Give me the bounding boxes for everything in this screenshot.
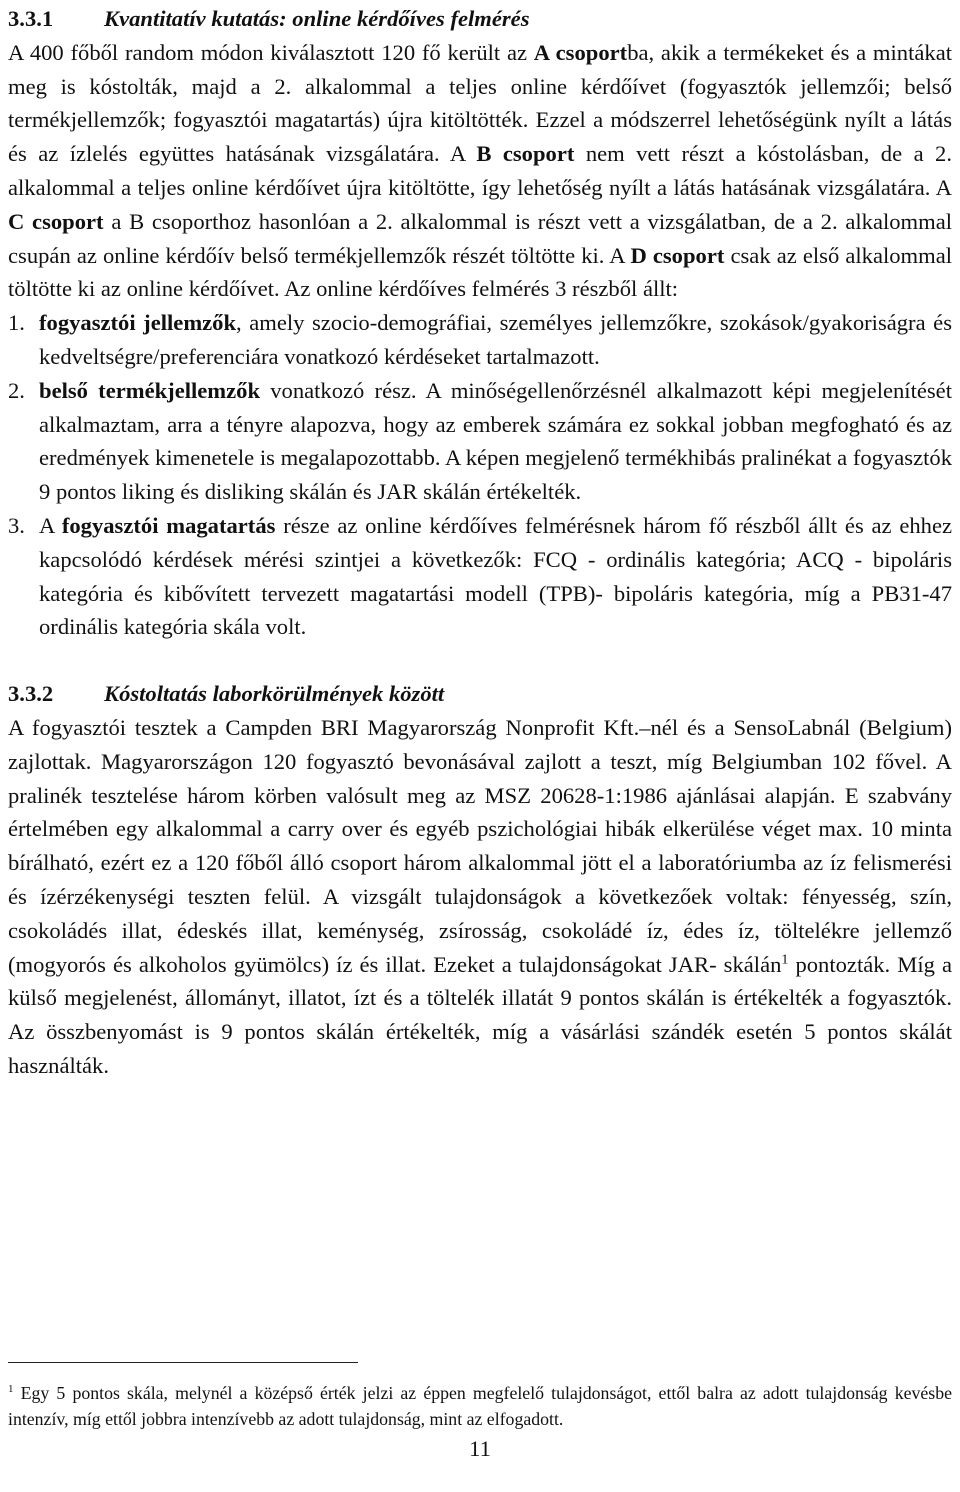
list-item-term: fogyasztói jellemzők — [39, 310, 237, 336]
list-item — [8, 306, 952, 374]
text-run: csak az első alkalommal töltötte ki az online kérdőívet. Az online kérdőíves felmérés 3 részből állt: — [8, 242, 953, 302]
list-item-text: fogyasztói jellemzők, amely szocio-demográfiai, személyes jellemzőkre, szokások/gyakoriságra és kedveltségre/preferenciára vonatkozó kérdéseket tartalmazott. — [39, 310, 952, 369]
group-c-label: C csoport — [8, 208, 104, 234]
section-title: Kvantitatív kutatás: online kérdőíves felmérés — [104, 6, 530, 31]
footnote-text: Egy 5 pontos skála, melynél a középső érték jelzi az éppen megfelelő tulajdonságot, ettől balra az adott tulajdonság kevésbe intenzív, míg ettől jobbra intenzívebb az adott tulajdonság, mint az elfogadott. — [8, 1382, 952, 1430]
section-heading-3-3-2 — [8, 677, 952, 711]
section-heading-3-3-1 — [8, 2, 952, 36]
list-item-term: fogyasztói magatartás — [61, 512, 276, 538]
text-run: pontozták. Míg a külső megjelenést, állományt, illatot, ízt és a töltelék illatát 9 pontos skálán is értékelték a fogyasztók. Az összbenyomást is 9 pontos skálán értékelték, míg a vásárlási szándék esetén 5 pontos skálát használták. — [8, 951, 952, 1078]
list-item — [8, 374, 952, 509]
tasting-paragraph — [8, 711, 952, 1083]
group-d-label: D csoport — [630, 242, 725, 268]
intro-paragraph — [8, 36, 952, 306]
group-a-label: A csoport — [533, 39, 628, 65]
section-number: 3.3.2 — [8, 681, 54, 707]
list-item-text: A fogyasztói magatartás része az online kérdőíves felmérésnek három fő részből állt és az ehhez kapcsolódó kérdések mérési szintjei a következők: FCQ - ordinális kategória; ACQ - bipoláris kategória és kibővített tervezett magatartási modell (TPB)- bipoláris kategória, míg a PB31-47 ordinális kategória skála volt. — [39, 512, 953, 640]
section-number: 3.3.1 — [8, 6, 54, 31]
footnote — [8, 1376, 952, 1433]
text-run: a B csoporthoz hasonlóan a 2. alkalommal is részt vett a vizsgálatban, de a 2. alkalommal csupán az online kérdőív belső termékjellemzők részét töltötte ki. A — [8, 208, 952, 268]
list-item-number: 3. — [8, 512, 25, 538]
footnote-reference[interactable]: 1 — [781, 951, 789, 967]
list-item — [8, 509, 952, 644]
section-title: Kóstoltatás laborkörülmények között — [104, 681, 445, 707]
list-item-number: 1. — [8, 310, 25, 336]
list-item-term: belső termékjellemzők — [39, 377, 261, 403]
page-number: 11 — [469, 1436, 491, 1461]
text-run: A fogyasztói tesztek a Campden BRI Magyarország Nonprofit Kft.–nél és a SensoLabnál (Belgium) zajlottak. Magyarországon 120 fogyasztó bevonásával zajlott a teszt, míg Belgiumban 102 fővel. A pralinék tesztelése három körben valósult meg az MSZ 20628-1:1986 ajánlásai alapján. E szabvány értelmében egy alkalommal a carry over és egyéb pszichológiai hibák elkerülése véget max. 10 minta bírálható, ezért ez a 120 főből álló csoport három alkalommal jött el a laboratóriumba az íz felismerési és ízérzékenységi teszten felül. A vizsgált tulajdonságok a következőek voltak: fényesség, szín, csokoládés illat, édeskés illat, keménység, zsírosság, csokoládé íz, édes íz, töltelékre jellemző (mogyorós és alkoholos gyümölcs) íz és illat. Ezeket a tulajdonságokat JAR- skálán — [8, 714, 952, 977]
footnote-divider — [8, 1362, 358, 1363]
text-run: A 400 főből random módon kiválasztott 120 fő került az — [8, 39, 534, 65]
text-run: nem vett részt a kóstolásban, de a 2. alkalommal a teljes online kérdőívet újra kitöltötte, így lehetőség nyílt a látás hatásának vizsgálatára. A — [8, 141, 952, 200]
group-b-label: B csoport — [476, 141, 575, 167]
list-item-number: 2. — [8, 377, 25, 403]
text-run: ba, akik a termékeket és a mintákat meg is kóstolták, majd a 2. alkalommal a teljes online kérdőívet (fogyasztók jellemzői; belső termékjellemzők; fogyasztói magatartás) újra kitöltötték. Ezzel a módszerrel lehetőségünk nyílt a látás és az ízlelés együttes hatásának vizsgálatára. A — [8, 39, 952, 167]
footnote-mark: 1 — [8, 1383, 14, 1395]
list-item-text: belső termékjellemzők vonatkozó rész. A minőségellenőrzésnél alkalmazott képi megjelenítését alkalmaztam, arra a tényre alapozva, hogy az emberek számára ez sokkal jobban megfogható és az eredmények kimenetele is megalapozottabb. A képen megjelenő termékhibás pralinékat a fogyasztók 9 pontos liking és disliking skálán és JAR skálán értékelték. — [39, 377, 952, 505]
